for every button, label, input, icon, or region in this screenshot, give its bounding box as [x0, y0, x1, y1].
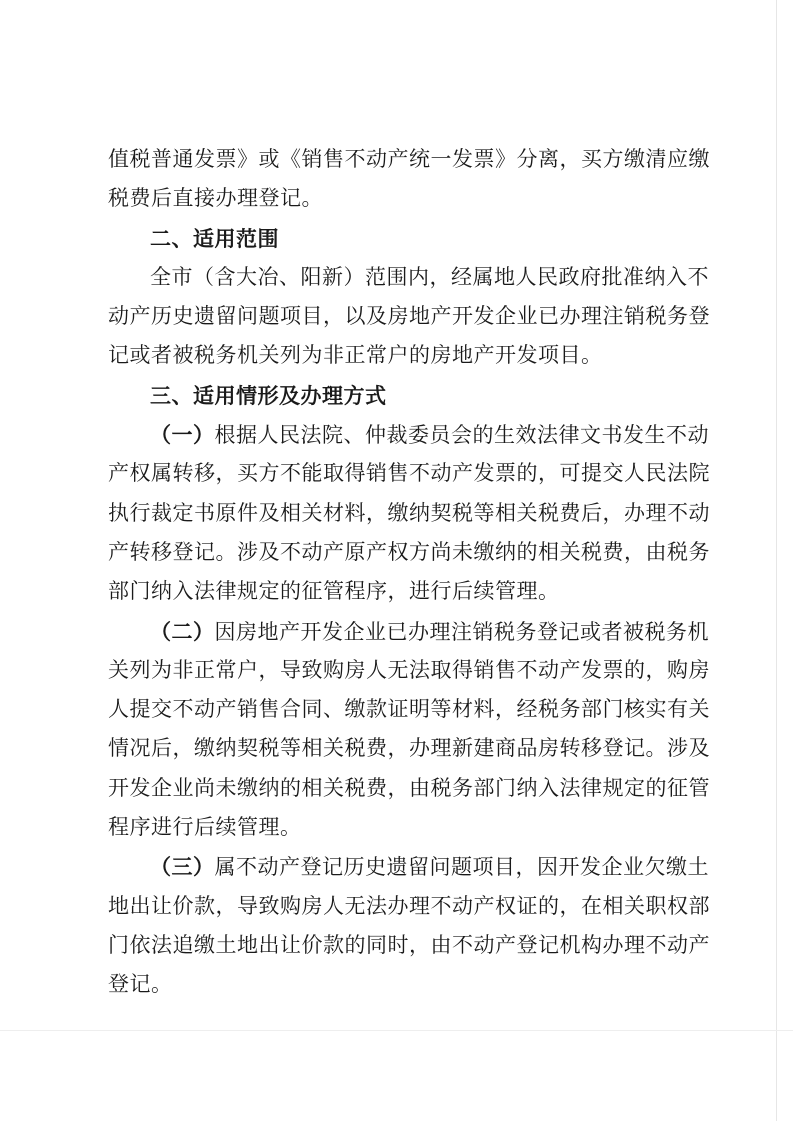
text-line: [108, 847, 709, 886]
text-line: 地出让价款，导致购房人无法办理不动产权证的，在相关职权部: [108, 893, 710, 918]
text-line: 部门纳入法律规定的征管程序，进行后续管理。: [108, 579, 560, 604]
item-text: 根据人民法院、仲裁委员会的生效法律文书发生不动: [214, 423, 709, 448]
text-line: 门依法追缴土地出让价款的同时，由不动产登记机构办理不动产: [108, 932, 710, 957]
item-number: （一）: [150, 422, 215, 448]
item-number: （三）: [150, 854, 215, 880]
scan-bottom-line: [0, 1030, 793, 1031]
text-line: 程序进行后续管理。: [108, 815, 302, 840]
document-body: [108, 140, 710, 1005]
text-line: 产权属转移，买方不能取得销售不动产发票的，可提交人民法院: [108, 461, 710, 486]
text-line: 动产历史遗留问题项目，以及房地产开发企业已办理注销税务登: [108, 304, 710, 329]
text-line: [108, 415, 709, 454]
section-heading: 二、适用范围: [150, 225, 279, 251]
text-line: 执行裁定书原件及相关材料，缴纳契税等相关税费后，办理不动: [108, 500, 710, 525]
scan-edge-line: [776, 0, 777, 1121]
text-line: 关列为非正常户，导致购房人无法取得销售不动产发票的，购房: [108, 657, 710, 682]
item-text: 属不动产登记历史遗留问题项目，因开发企业欠缴土: [214, 855, 709, 880]
text-line: 值税普通发票》或《销售不动产统一发票》分离，买方缴清应缴: [108, 147, 710, 171]
section-heading: 三、适用情形及办理方式: [150, 382, 387, 408]
text-line: 登记。: [108, 972, 173, 997]
text-line: [108, 612, 709, 651]
text-line: 全市（含大冶、阳新）范围内，经属地人民政府批准纳入不: [150, 264, 709, 289]
text-line: 开发企业尚未缴纳的相关税费，由税务部门纳入法律规定的征管: [108, 775, 710, 800]
text-line: 记或者被税务机关列为非正常户的房地产开发项目。: [108, 343, 603, 368]
text-line: 情况后，缴纳契税等相关税费，办理新建商品房转移登记。涉及: [108, 736, 710, 761]
item-text: 因房地产开发企业已办理注销税务登记或者被税务机: [214, 619, 709, 644]
text-line: 人提交不动产销售合同、缴款证明等材料，经税务部门核实有关: [108, 697, 710, 722]
item-number: （二）: [150, 618, 215, 644]
text-line: 税费后直接办理登记。: [108, 186, 323, 211]
text-line: 产转移登记。涉及不动产原产权方尚未缴纳的相关税费，由税务: [108, 539, 710, 564]
